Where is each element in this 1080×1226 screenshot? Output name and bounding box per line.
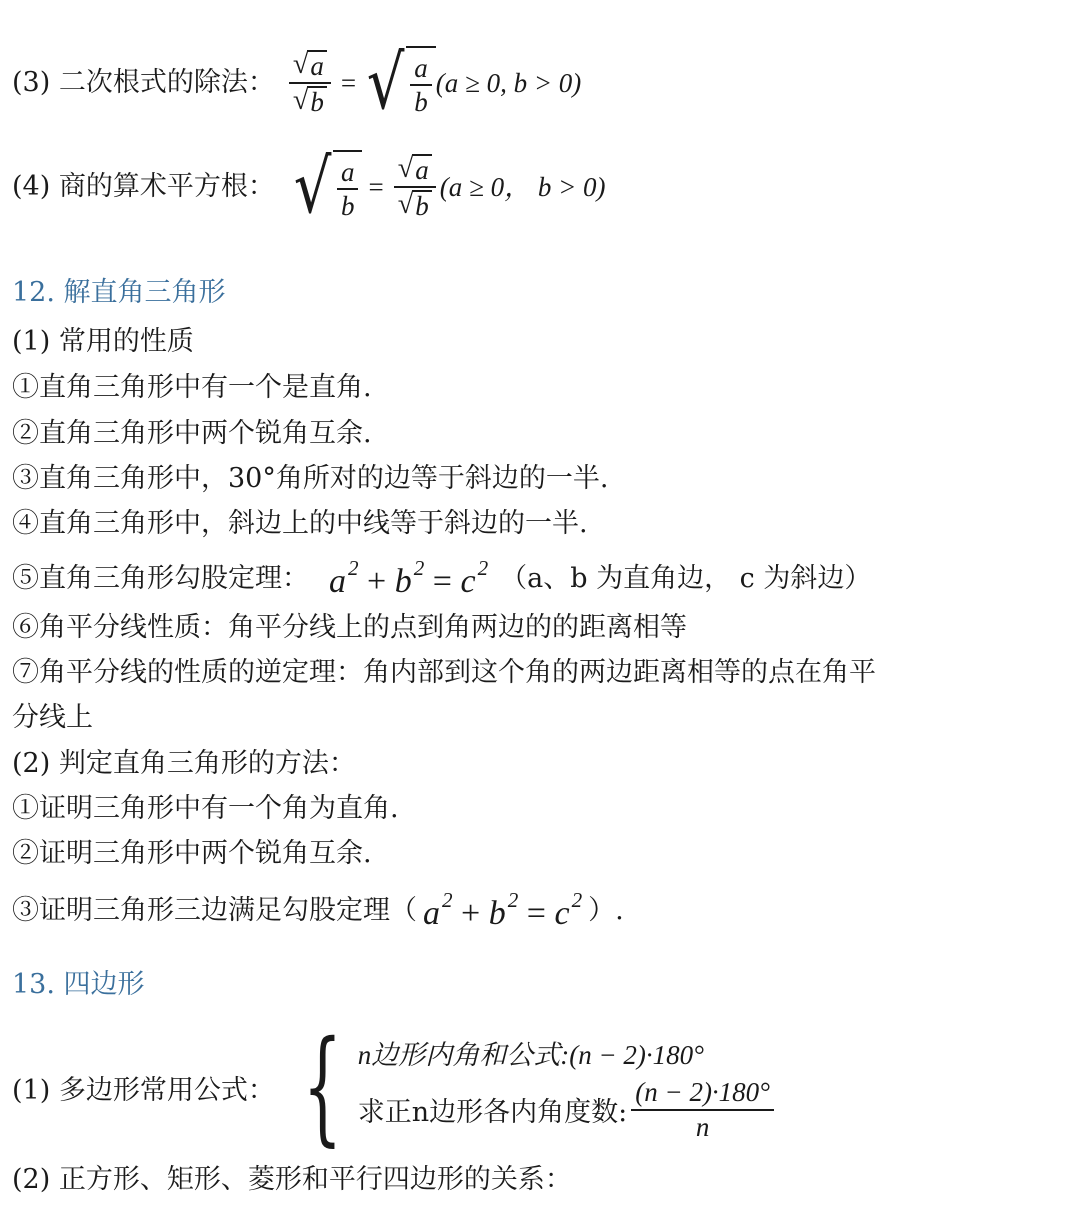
division-formula-rhs: √ $\frac{a}{b}$ (362, 46, 436, 120)
item-4-condition: (a ≥ 0， b > 0) (439, 171, 606, 202)
section-13-heading: 13. 四边形 (12, 969, 145, 1000)
fraction-denominator: n (695, 1111, 710, 1142)
property-5 (12, 556, 871, 603)
property-4: ④直角三角形中，斜边上的中线等于斜边的一半. (12, 508, 588, 539)
property-3: ③直角三角形中，30°角所对的边等于斜边的一半. (12, 463, 609, 494)
polygon-formulas (12, 1015, 778, 1159)
pythagorean-formula-2: $a^2 + b^2 = c^2$ (423, 888, 583, 932)
fraction-numerator: (n − 2)·180° (631, 1078, 774, 1110)
property-5-prefix: ⑤直角三角形勾股定理： (12, 563, 309, 595)
polygon-formulas-label: (1) 多边形常用公式： (12, 1074, 275, 1106)
section-12-sub-1: (1) 常用的性质 (12, 326, 194, 357)
left-brace-icon: { (302, 1015, 343, 1159)
item-3: (3) 二次根式的除法： √ a √ b = √ $\frac{a}{b}$ (a ≥ 0, b > 0) (12, 40, 582, 126)
division-formula-lhs: √ a √ b (289, 50, 331, 117)
criterion-2: ②证明三角形中两个锐角互余. (12, 838, 372, 869)
regular-polygon-angle-formula (358, 1078, 778, 1141)
section-13-sub-2: (2) 正方形、矩形、菱形和平行四边形的关系： (12, 1164, 572, 1195)
property-1: ①直角三角形中有一个是直角. (12, 372, 372, 403)
regular-polygon-angle-fraction (631, 1078, 774, 1141)
pythagorean-formula: $a^2 + b^2 = c^2$ (329, 556, 489, 600)
property-7-line-2: 分线上 (12, 702, 93, 733)
formula-list (358, 1033, 778, 1141)
item-3-condition: (a ≥ 0, b > 0) (435, 67, 582, 98)
quotient-root-rhs: √ a √ b (394, 154, 436, 221)
criterion-3-suffix: ）. (588, 895, 624, 927)
interior-angle-sum-formula: n边形内角和公式:(n − 2)·180° (357, 1040, 704, 1071)
property-2: ②直角三角形中两个锐角互余. (12, 418, 372, 449)
property-6: ⑥角平分线性质：角平分线上的点到角两边的的距离相等 (12, 612, 687, 643)
property-7-line-1: ⑦角平分线的性质的逆定理：角内部到这个角的两边距离相等的点在角平 (12, 657, 876, 688)
criterion-3 (12, 888, 624, 935)
item-4: (4) 商的算术平方根： √ $\frac{a}{b}$ = √ a √ b (a ≥ 0， b > 0) (12, 144, 606, 230)
property-5-suffix: （a、b 为直角边， c 为斜边） (500, 563, 872, 595)
item-3-label: (3) 二次根式的除法： (12, 66, 275, 98)
item-4-label: (4) 商的算术平方根： (12, 170, 275, 202)
regular-polygon-angle-label: 求正n边形各内角度数: (357, 1097, 628, 1128)
criterion-3-prefix: ③证明三角形三边满足勾股定理（ (12, 895, 417, 927)
quotient-root-lhs: √ $\frac{a}{b}$ (289, 150, 363, 224)
criterion-1: ①证明三角形中有一个角为直角. (12, 793, 399, 824)
section-12-heading: 12. 解直角三角形 (12, 277, 226, 308)
section-12-sub-2: (2) 判定直角三角形的方法： (12, 748, 356, 779)
